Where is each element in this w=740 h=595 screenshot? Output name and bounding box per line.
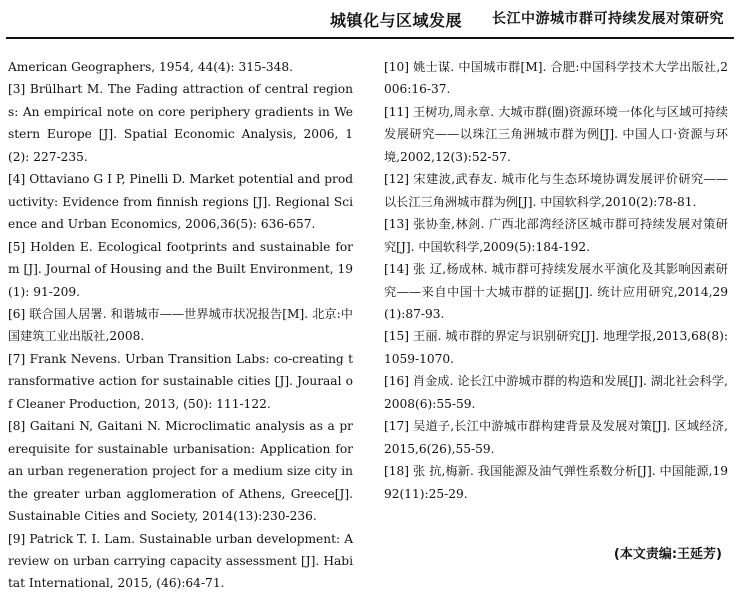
reference-12: [12] 宋建波,武春友. 城市化与生态环境协调发展评价研究——以长江三角洲城市群为例[J]. 中国软科学,2010(2):78-81. <box>384 172 728 209</box>
references-right-column <box>384 56 728 505</box>
reference-13: [13] 张协奎,林剑. 广西北部湾经济区城市群可持续发展对策研究[J]. 中国软科学,2009(5):184-192. <box>384 217 728 254</box>
reference-18: [18] 张 抗,梅新. 我国能源及油气弹性系数分析[J]. 中国能源,1992(11):25-29. <box>384 464 728 501</box>
reference-17: [17] 吴道子,长江中游城市群构建背景及发展对策[J]. 区域经济,2015,6(26),55-59. <box>384 419 728 456</box>
reference-2-continued: American Geographers, 1954, 44(4): 315-348. <box>8 60 294 74</box>
reference-15: [15] 王丽. 城市群的界定与识别研究[J]. 地理学报,2013,68(8):1059-1070. <box>384 329 728 366</box>
references-left-column <box>8 56 353 595</box>
reference-3: [3] Brülhart M. The Fading attraction of central regions: An empirical note on core periphery gradients in Western Europe [J]. Spatial Economic Analysis, 2006, 1(2): 227-235. <box>8 82 353 164</box>
reference-10: [10] 姚士谋. 中国城市群[M]. 合肥:中国科学技术大学出版社,2006:16-37. <box>384 60 728 97</box>
reference-11: [11] 王树功,周永章. 大城市群(圈)资源环境一体化与区域可持续发展研究——以珠江三角洲城市群为例[J]. 中国人口·资源与环境,2002,12(3):52-57. <box>384 104 728 164</box>
running-title: 长江中游城市群可持续发展对策研究 <box>492 11 724 27</box>
editor-signature: (本文责编:王延芳) <box>613 547 722 562</box>
section-title: 城镇化与区域发展 <box>330 11 463 30</box>
page-header <box>0 0 740 40</box>
reference-4: [4] Ottaviano G I P, Pinelli D. Market potential and productivity: Evidence from finnish regions [J]. Regional Science and Urban Economics, 2006,36(5): 636-657. <box>8 172 353 232</box>
header-rule <box>6 37 734 39</box>
reference-8: [8] Gaitani N, Gaitani N. Microclimatic analysis as a prerequisite for sustainable urbanisation: Application for an urban regeneration project for a medium size city in the greater urban agglomeration of Athens, Greece[J]. Sustainable Cities and Society, 2014(13):230-236. <box>8 419 353 524</box>
reference-16: [16] 肖金成. 论长江中游城市群的构造和发展[J]. 湖北社会科学,2008(6):55-59. <box>384 374 728 411</box>
reference-14: [14] 张 辽,杨成林. 城市群可持续发展水平演化及其影响因素研究——来自中国十大城市群的证据[J]. 统计应用研究,2014,29(1):87-93. <box>384 262 728 321</box>
reference-7: [7] Frank Nevens. Urban Transition Labs: co-creating transformative action for sustainable cities [J]. Jouraal of Cleaner Production, 2013, (50): 111-122. <box>8 351 353 411</box>
reference-5: [5] Holden E. Ecological footprints and sustainable form [J]. Journal of Housing and the Built Environment, 19 (1): 91-209. <box>8 239 353 299</box>
reference-6: [6] 联合国人居署. 和谐城市——世界城市状况报告[M]. 北京:中国建筑工业出版社,2008. <box>8 306 353 344</box>
reference-9: [9] Patrick T. I. Lam. Sustainable urban development: A review on urban carrying capacity assessment [J]. Habitat International, 2015, (46):64-71. <box>8 531 353 591</box>
